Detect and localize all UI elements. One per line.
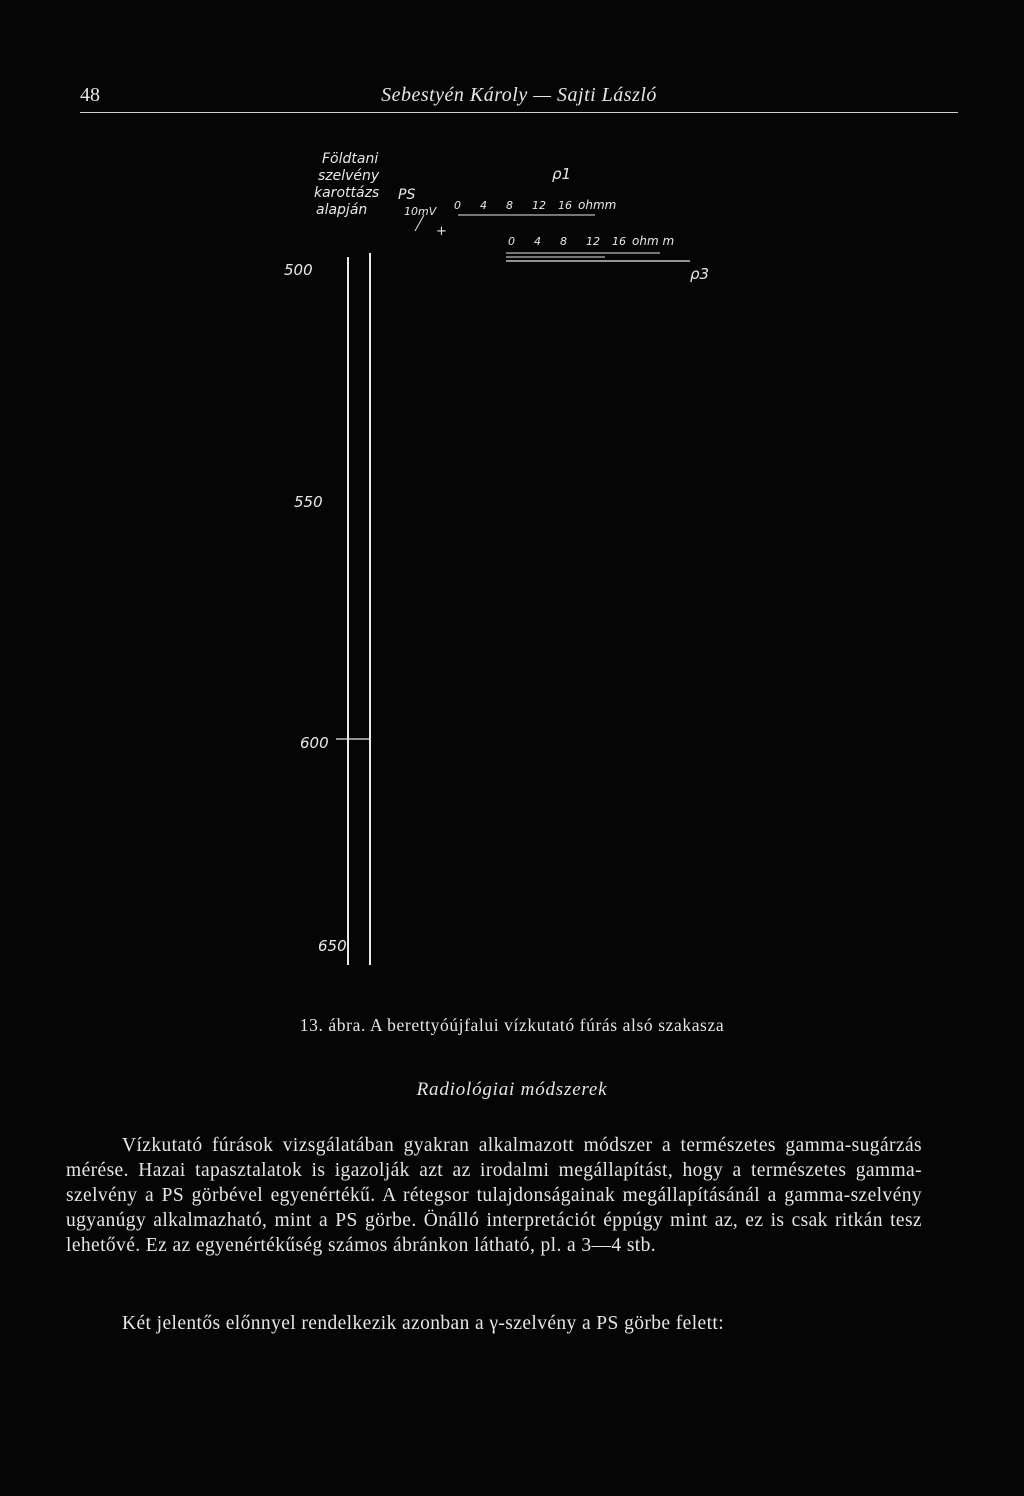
scale2-tick-2: 8	[560, 235, 567, 248]
depth-label-550: 550	[294, 493, 323, 511]
section-title: Radiológiai módszerek	[416, 1079, 608, 1100]
scale1-tick-1: 4	[480, 199, 487, 212]
depth-label-500: 500	[284, 261, 313, 279]
column-label-line3: karottázs	[314, 185, 380, 201]
header-rule	[80, 112, 958, 113]
well-log-svg	[270, 135, 750, 975]
well-log-figure	[270, 135, 750, 975]
rho1-label: ρ1	[552, 165, 572, 183]
scale1-tick-0: 0	[454, 199, 461, 212]
page-number: 48	[80, 84, 100, 106]
paragraph-2: Két jelentős előnnyel rendelkezik azonban a γ-szelvény a PS görbe felett:	[122, 1313, 725, 1334]
ps-label: PS	[398, 187, 416, 203]
scale1-tick-3: 12	[532, 199, 546, 212]
column-label-line4: alapján	[316, 202, 368, 218]
paragraph-1: Vízkutató fúrások vizsgálatában gyakran alkalmazott módszer a természetes gamma-sugárzás mérése. Hazai tapasztalatok is igazolják azt az irodalmi megállapítást, hogy a természetes gamma-szelvény a PS görbével egyenértékű. A rétegsor tulajdonságainak megállapításánál a gamma-szelvény ugyanúgy alkalmazható, mint a PS görbe. Önálló interpretációt éppúgy mint az, ez is csak ritkán tesz lehetővé. Ez az egyenértékűség számos ábránkon látható, pl. a 3—4 stb.	[66, 1135, 922, 1256]
rho3-scale	[508, 234, 674, 248]
caption-text: A berettyóújfalui vízkutató fúrás alsó szakasza	[369, 1015, 725, 1035]
depth-label-650: 650	[318, 937, 347, 955]
running-title: Sebestyén Károly — Sajti László	[381, 84, 657, 106]
rho3-unit: ohm m	[632, 234, 675, 248]
scale1-tick-4: 16	[558, 199, 572, 212]
scale2-tick-0: 0	[508, 235, 515, 248]
rho3-label: ρ3	[690, 265, 710, 283]
ps-plus: +	[436, 224, 447, 239]
ps-unit: 10mV	[404, 205, 437, 218]
rho1-unit: ohmm	[578, 198, 617, 212]
scale2-tick-4: 16	[612, 235, 626, 248]
figure-caption	[60, 1015, 964, 1036]
scale2-tick-3: 12	[586, 235, 600, 248]
depth-label-600: 600	[300, 734, 329, 752]
rho1-scale	[454, 198, 616, 212]
scale2-tick-1: 4	[534, 235, 541, 248]
scale1-tick-2: 8	[506, 199, 513, 212]
caption-number: 13. ábra.	[299, 1015, 366, 1035]
column-label-line2: szelvény	[318, 168, 380, 184]
column-label-line1: Földtani	[322, 151, 379, 167]
page-header	[80, 84, 958, 114]
